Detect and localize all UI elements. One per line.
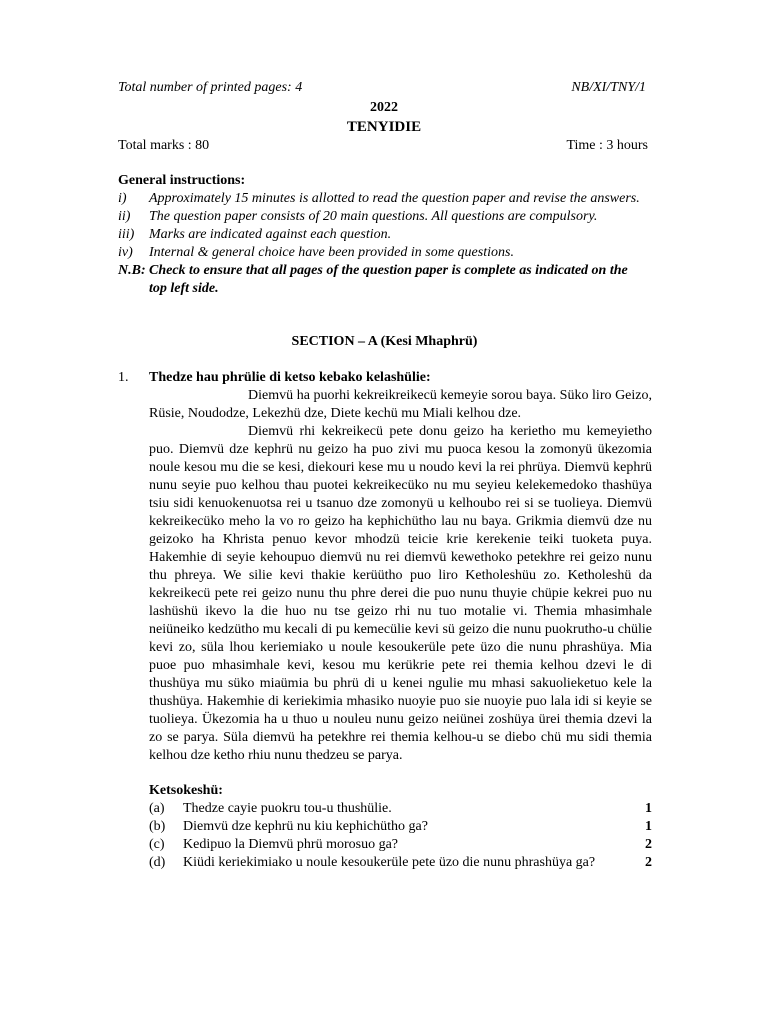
instruction-number: i) <box>118 191 127 206</box>
instruction-item <box>118 226 643 244</box>
instruction-text: Marks are indicated against each question. <box>149 227 392 242</box>
general-instructions <box>118 172 643 298</box>
instruction-number: ii) <box>118 209 131 224</box>
nb-text: Check to ensure that all pages of the question paper is complete as indicated on the top left side. <box>149 263 628 296</box>
instruction-item <box>118 244 643 262</box>
subquestion-marks: 2 <box>645 837 652 852</box>
subject-title: TENYIDIE <box>346 119 422 135</box>
question-heading: Thedze hau phrülie di ketso kebako kelashülie: <box>149 370 431 385</box>
passage <box>149 387 652 765</box>
instruction-text: The question paper consists of 20 main questions. All questions are compulsory. <box>149 209 598 224</box>
nb-label: N.B: <box>118 263 146 278</box>
instruction-item <box>118 190 643 208</box>
passage-paragraph: Diemvü rhi kekreikecü pete donu geizo ha kerietho mu kemeyietho puo. Diemvü dze kephrü nu geizo ha puo zivi mu puoca kesou la zomonyü ükezomia noule kesou mu die se kesi, diekouri kese mu u noudo kevi la rei phrüya. Diemvü kephrü nunu seyie puo kelhou thau puotei kekreikecüko nu mu seyieu kelekemedoko thashüya tsiu sidi kenuokenuotsa rei u tsanuo dze zomonyü u kelhoubo rei si se tuolieya. Diemvü kekreikecüko meho la vo ro geizo ha kephichütho lau nu baya. Grikmia diemvü dze nu geizoko ha Khrista penuo kevor mhodzü teicie krie kerekenie teiki tuoketa puya. Hakemhie di seyie kehoupuo diemvü nu rei diemvü kewethoko petekhre rei geizo nunu thu phreya. We silie kevi thakie kerüütho puo liro Ketholeshüu zo. Ketholeshü da kekreikecü pete rei geizo nunu thu phre derei die puo nunu thuyie chüpie kekrei puo nu lashüshü ikevo la die huo nu tse geizo rhi nu tuo motalie vi. Themia mhasimhale neiüneiko kedzütho mu kecali di pu kemecülie kevi sü geizo die nunu puokrutho-u chülie kevi zo, süla lhou keriemiako u noule kesoukerüle pete üzo die nunu phrashüya. Mia puoe puo mhasimhale kevi, kesou mu kerükrie pete rei themia kelhou dzevi le di thushüya mu süko miaümia bu phrü di u kenei ngulie mu mhasi sakuolieketuo kele la thushüya. Hakemhie di keriekimia mhasiko nuoyie puo sie nuoyie puo lala idi si keyie se tuolieya. Ükezomia ha u thuo u nouleu nunu geizo neiünei zoshüya ürei themia dzevi la zo se parya. Süla diemvü ha petekhre rei themia kelhou-u se diebo chü mu sidi themia kelhou dze ketho rhiu nunu thedzeu se parya. <box>149 424 652 763</box>
exam-year: 2022 <box>370 100 398 115</box>
instruction-text: Approximately 15 minutes is allotted to read the question paper and revise the answers. <box>149 191 640 206</box>
subquestion-label: (c) <box>149 837 165 852</box>
section-title: SECTION – A (Kesi Mhaphrü) <box>291 334 478 349</box>
subquestions <box>149 782 652 872</box>
subquestion-marks: 1 <box>645 801 652 816</box>
instruction-number: iv) <box>118 245 133 260</box>
marks-time-row <box>118 137 648 155</box>
question-1 <box>118 369 652 872</box>
instructions-heading: General instructions: <box>118 173 246 188</box>
subquestion-label: (a) <box>149 801 165 816</box>
question-body <box>149 369 652 872</box>
subquestion-marks: 2 <box>645 855 652 870</box>
nb-note <box>118 262 643 298</box>
subquestion-item <box>149 854 652 872</box>
paper-code: NB/XI/TNY/1 <box>571 80 646 95</box>
subquestion-text: Kiüdi keriekimiako u noule kesoukerüle pete üzo die nunu phrashüya ga? <box>183 855 596 870</box>
subquestion-item <box>149 800 652 818</box>
question-row <box>118 369 652 872</box>
subquestion-text: Thedze cayie puokru tou-u thushülie. <box>183 801 392 816</box>
subquestion-text: Diemvü dze kephrü nu kiu kephichütho ga? <box>183 819 428 834</box>
subquestions-heading: Ketsokeshü: <box>149 783 223 798</box>
instruction-text: Internal & general choice have been provided in some questions. <box>149 245 514 260</box>
subquestion-label: (b) <box>149 819 166 834</box>
subquestion-item <box>149 836 652 854</box>
instruction-item <box>118 208 643 226</box>
question-number: 1. <box>118 370 129 385</box>
total-marks: Total marks : 80 <box>118 138 210 153</box>
subquestion-label: (d) <box>149 855 166 870</box>
instruction-number: iii) <box>118 227 135 242</box>
passage-paragraph: Diemvü ha puorhi kekreikreikecü kemeyie sorou baya. Süko liro Geizo, Rüsie, Noudodze, Lekezhü dze, Diete kechü mu Miali kelhou dze. <box>149 388 652 421</box>
subquestion-text: Kedipuo la Diemvü phrü morosuo ga? <box>183 837 399 852</box>
header-row <box>118 79 646 97</box>
subquestion-marks: 1 <box>645 819 652 834</box>
time-allowed: Time : 3 hours <box>566 138 648 153</box>
subquestion-item <box>149 818 652 836</box>
printed-pages-note: Total number of printed pages: 4 <box>118 80 303 95</box>
